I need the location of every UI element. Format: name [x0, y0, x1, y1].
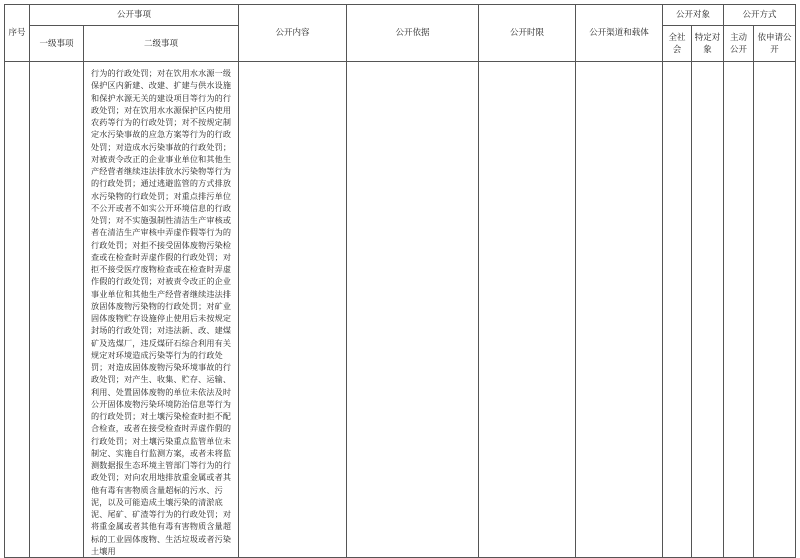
cell-channel — [576, 62, 663, 558]
cell-level2: 行为的行政处罚；对在饮用水水源一级保护区内新建、改建、扩建与供水设施和保护水源无关的建设项目等行为的行政处罚；对在饮用水水源保护区内使用农药等行为的行政处罚；对不按规定制定水污染事故的应急方案等行为的行政处罚；对造成水污染事故的行政处罚；对被责令改正的企业事业单位和其他生产经营者继续违法排放水污染物等行为的行政处罚；通过逃避监管的方式排放水污染物的行政处罚；对重点排污单位不公开或者不如实公开环境信息的行政处罚；对不实施强制性清洁生产审核或者在清洁生产审核中弄虚作假等行为的行政处罚；对拒不接受固体废物污染检查或在检查时弄虚作假的行政处罚；对拒不接受医疗废物检查或在检查时弄虚作假的行政处罚；对被责令改正的企业事业单位和其他生产经营者继续违法排放固体废物污染物的行政处罚；对矿业固体废物贮存设施停止使用后未按规定封场的行政处罚；对违法新、改、建煤矿及选煤厂，违反煤矸石综合利用有关规定对环境造成污染等行为的行政处罚；对造成固体废物污染环境事故的行政处罚；对产生、收集、贮存、运输、利用、处置固体废物的单位未依法及时公开固体废物污染环境防治信息等行为的行政处罚；对土壤污染检查时拒不配合检查，或者在接受检查时弄虚作假的行政处罚；对土壤污染重点监管单位未制定、实施自行监测方案，或者未将监测数据报生态环境主管部门等行为的行政处罚；对向农用地排放重金属或者其他有毒有害物质含量超标的污水、污泥，以及可能造成土壤污染的清淤底泥、尾矿、矿渣等行为的行政处罚；对将重金属或者其他有毒有害物质含量超标的工业固体废物、生活垃圾或者污染土壤用 — [84, 62, 239, 558]
header-active: 主动公开 — [724, 26, 754, 62]
cell-content — [239, 62, 347, 558]
table-row — [5, 62, 796, 558]
header-whole-society: 全社会 — [663, 26, 692, 62]
disclosure-table — [4, 4, 796, 558]
header-level1: 一级事项 — [30, 26, 84, 62]
header-seq: 序号 — [5, 5, 30, 62]
header-time-limit: 公开时限 — [479, 5, 576, 62]
header-channel: 公开渠道和载体 — [576, 5, 663, 62]
cell-level1 — [30, 62, 84, 558]
cell-active — [724, 62, 754, 558]
cell-seq — [5, 62, 30, 558]
cell-whole-society — [663, 62, 692, 558]
header-specific: 特定对象 — [692, 26, 724, 62]
header-basis: 公开依据 — [347, 5, 479, 62]
cell-basis — [347, 62, 479, 558]
header-on-request: 依申请公开 — [754, 26, 796, 62]
header-content: 公开内容 — [239, 5, 347, 62]
cell-on-request — [754, 62, 796, 558]
cell-time-limit — [479, 62, 576, 558]
header-target: 公开对象 — [663, 5, 724, 26]
header-method: 公开方式 — [724, 5, 796, 26]
header-public-items: 公开事项 — [30, 5, 239, 26]
header-level2: 二级事项 — [84, 26, 239, 62]
cell-specific — [692, 62, 724, 558]
